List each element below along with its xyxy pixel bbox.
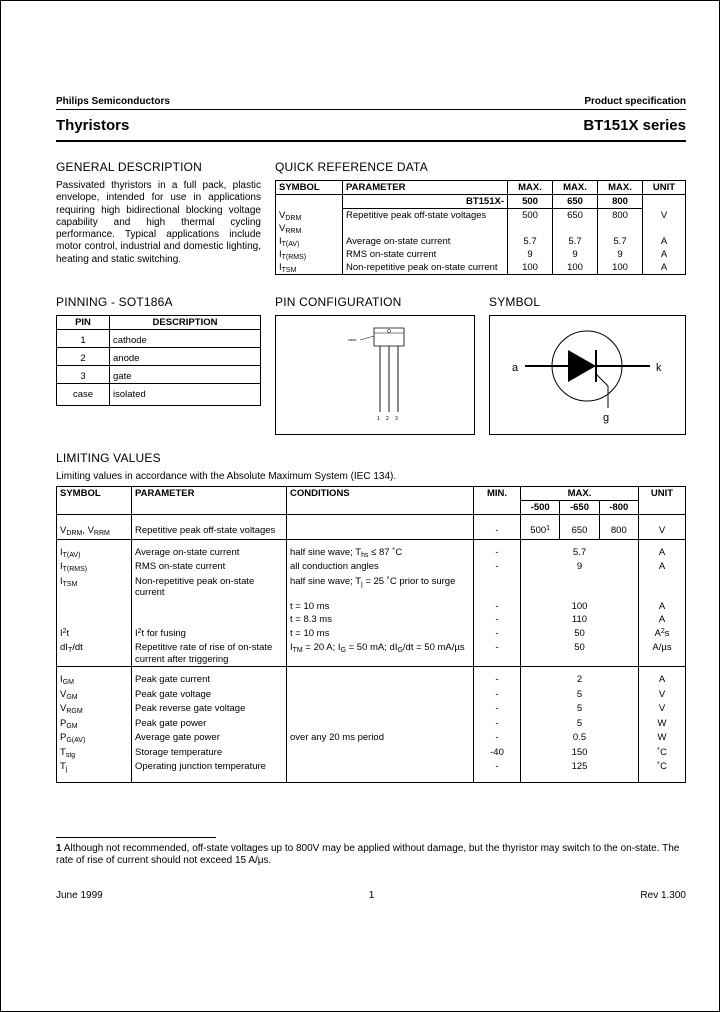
- lv-unit: $A^2s$: [639, 627, 686, 642]
- qrd-symbol-itav: $I_{T(AV)}$: [276, 235, 343, 248]
- qrd-device-row: [276, 195, 686, 209]
- footer-date: June 1999: [56, 889, 103, 901]
- qrd-unit-a: A: [643, 235, 686, 248]
- pin-col-pin: PIN: [57, 316, 110, 330]
- pin-number: 3: [57, 366, 110, 384]
- svg-text:1: 1: [377, 416, 380, 422]
- pin-description: cathode: [110, 330, 261, 348]
- table-row: [57, 384, 261, 406]
- lv-symbol-vrgm: $V_{RGM}$: [57, 702, 132, 717]
- pin-col-description: DESCRIPTION: [110, 316, 261, 330]
- limiting-values-table: [56, 486, 686, 783]
- qrd-param-itrms: RMS on-state current: [343, 248, 508, 261]
- lv-unit: A: [639, 539, 686, 560]
- lv-unit: W: [639, 717, 686, 732]
- lv-min: -: [474, 600, 521, 614]
- qrd-col-max1: MAX.: [508, 181, 553, 195]
- footer-revision: Rev 1.300: [640, 889, 686, 901]
- table-row: [57, 688, 686, 703]
- document-type: Product specification: [584, 96, 686, 107]
- lv-variant-500: -500: [521, 501, 560, 515]
- qrd-symbol-vdrm: $V_{DRM}$: [276, 209, 343, 223]
- lv-min: -: [474, 539, 521, 560]
- pin-configuration-diagram: [275, 315, 475, 435]
- lv-max-all: 5: [521, 717, 639, 732]
- lv-min: -: [474, 613, 521, 627]
- lv-unit: V: [639, 688, 686, 703]
- table-row: [57, 717, 686, 732]
- footnote-marker: 1: [56, 842, 62, 854]
- pin-configuration-heading: PIN CONFIGURATION: [275, 295, 402, 309]
- lv-col-min: MIN.: [474, 487, 521, 515]
- qrd-unit-v: V: [643, 209, 686, 223]
- qrd-symbol-itrms: $I_{T(RMS)}$: [276, 248, 343, 261]
- table-row: [57, 515, 686, 540]
- symbol-heading: SYMBOL: [489, 295, 541, 309]
- lv-parameter: Peak reverse gate voltage: [132, 702, 287, 717]
- table-row: [57, 746, 686, 761]
- qrd-v1: 500: [508, 209, 553, 223]
- lv-max-all: 50: [521, 627, 639, 642]
- table-row: [276, 248, 686, 261]
- quick-reference-heading: QUICK REFERENCE DATA: [275, 160, 428, 174]
- lv-symbol-ditdt: $dI_T/dt$: [57, 641, 132, 667]
- lv-unit: ˚C: [639, 760, 686, 782]
- lv-max-all: 5: [521, 688, 639, 703]
- qrd-v1: 9: [508, 248, 553, 261]
- footnote-rule: [56, 837, 216, 838]
- thyristor-symbol-drawing: [490, 316, 685, 432]
- lv-conditions: [287, 515, 474, 540]
- table-row: [57, 348, 261, 366]
- lv-parameter: Operating junction temperature: [132, 760, 287, 782]
- table-row: [57, 600, 686, 614]
- lv-symbol-i2t: $I^2t$: [57, 627, 132, 642]
- lv-col-conditions: CONDITIONS: [287, 487, 474, 515]
- table-row: [57, 560, 686, 575]
- lv-max-all: 5.7: [521, 539, 639, 560]
- lv-symbol-itav: $I_{T(AV)}$: [57, 539, 132, 560]
- table-row: [276, 261, 686, 275]
- limiting-values-note: Limiting values in accordance with the Absolute Maximum System (IEC 134).: [56, 471, 397, 482]
- lv-variant-650: -650: [560, 501, 599, 515]
- lv-min: -: [474, 515, 521, 540]
- lv-symbol-itsm: $I_{TSM}$: [57, 575, 132, 600]
- lv-max-800: 800: [599, 515, 638, 540]
- svg-text:2: 2: [386, 416, 389, 422]
- title-bar: [56, 110, 686, 140]
- table-row: [57, 731, 686, 746]
- pinning-heading: PINNING - SOT186A: [56, 295, 173, 309]
- company-name: Philips Semiconductors: [56, 96, 170, 107]
- lv-unit: V: [639, 702, 686, 717]
- lv-symbol-pgav: $P_{G(AV)}$: [57, 731, 132, 746]
- lv-max-all: 2: [521, 667, 639, 688]
- lv-conditions: half sine wave; $T_{hs} \le 87$ ˚C: [287, 539, 474, 560]
- qrd-symbol-itsm: $I_{TSM}$: [276, 261, 343, 275]
- table-row: [276, 222, 686, 235]
- table-row: [57, 330, 261, 348]
- lv-conditions: $I_{TM} = 20$ A; $I_G = 50$ mA; $dI_G/dt = 50$ mA/µs: [287, 641, 474, 667]
- product-family: Thyristors: [56, 117, 130, 134]
- qrd-symbol-vrrm: $V_{RRM}$: [276, 222, 343, 235]
- lv-parameter: Non-repetitive peak on-state current: [132, 575, 287, 600]
- lv-symbol-tj: $T_j$: [57, 760, 132, 782]
- table-row: [276, 235, 686, 248]
- lv-unit: A: [639, 560, 686, 575]
- table-row: [57, 641, 686, 667]
- page-header: [56, 96, 686, 109]
- table-row: [57, 667, 686, 688]
- lv-min: -: [474, 560, 521, 575]
- lv-symbol-itrms: $I_{T(RMS)}$: [57, 560, 132, 575]
- lv-conditions: t = 8.3 ms: [287, 613, 474, 627]
- quick-reference-table: [275, 180, 686, 275]
- lv-parameter: Repetitive rate of rise of on-state current after triggering: [132, 641, 287, 667]
- qrd-param-itsm: Non-repetitive peak on-state current: [343, 261, 508, 275]
- limiting-values-heading: LIMITING VALUES: [56, 451, 161, 465]
- lv-parameter: RMS on-state current: [132, 560, 287, 575]
- cathode-label: k: [656, 362, 662, 374]
- table-row: [57, 575, 686, 600]
- footer-page-number: 1: [368, 889, 375, 901]
- lv-max-500: $500^1$: [521, 515, 560, 540]
- lv-max-all: 100: [521, 600, 639, 614]
- qrd-v3: 5.7: [598, 235, 643, 248]
- title-rule: [56, 140, 686, 142]
- lv-unit: A: [639, 600, 686, 614]
- qrd-v3: 9: [598, 248, 643, 261]
- lv-conditions: half sine wave; $T_j = 25$ ˚C prior to surge: [287, 575, 474, 600]
- pin-number: 2: [57, 348, 110, 366]
- lv-parameter: Average on-state current: [132, 539, 287, 560]
- lv-unit: A: [639, 613, 686, 627]
- gate-label: g: [603, 412, 610, 424]
- lv-parameter: $I^2t$ for fusing: [132, 627, 287, 642]
- table-row: [57, 539, 686, 560]
- qrd-v1: 100: [508, 261, 553, 275]
- pin-description: anode: [110, 348, 261, 366]
- footnote: [56, 843, 686, 868]
- lv-min: -: [474, 688, 521, 703]
- lv-parameter: Peak gate current: [132, 667, 287, 688]
- lv-symbol-vdrm-vrrm: $V_{DRM}$, $V_{RRM}$: [57, 515, 132, 540]
- pin-description: isolated: [110, 384, 261, 406]
- qrd-unit-a: A: [643, 248, 686, 261]
- pin-number: case: [57, 384, 110, 406]
- lv-max-all: 125: [521, 760, 639, 782]
- lv-max-650: 650: [560, 515, 599, 540]
- qrd-param-vdrm: Repetitive peak off-state voltages: [343, 209, 508, 223]
- lv-min: -: [474, 731, 521, 746]
- qrd-col-max2: MAX.: [553, 181, 598, 195]
- qrd-v2: 100: [553, 261, 598, 275]
- qrd-device-v2: 650: [553, 195, 598, 209]
- qrd-device-v3: 800: [598, 195, 643, 209]
- lv-min: -: [474, 627, 521, 642]
- pinning-table: [56, 315, 261, 406]
- lv-min: -: [474, 760, 521, 782]
- lv-max-all: 110: [521, 613, 639, 627]
- qrd-col-symbol: SYMBOL: [276, 181, 343, 195]
- table-header-row: [57, 487, 686, 501]
- qrd-device-v1: 500: [508, 195, 553, 209]
- lv-min: -: [474, 667, 521, 688]
- qrd-param-itav: Average on-state current: [343, 235, 508, 248]
- qrd-unit-a: A: [643, 261, 686, 275]
- qrd-v3: 100: [598, 261, 643, 275]
- lv-parameter: Peak gate voltage: [132, 688, 287, 703]
- lv-symbol-pgm: $P_{GM}$: [57, 717, 132, 732]
- table-row: [57, 702, 686, 717]
- product-series: BT151X series: [583, 117, 686, 134]
- general-description-text: Passivated thyristors in a full pack, plastic envelope, intended for use in applications requiring high bidirectional blocking voltage capability and high thermal cycling performance. Typical applications include motor control, industrial and domestic lighting, heating and static switching.: [56, 180, 261, 265]
- qrd-col-parameter: PARAMETER: [343, 181, 508, 195]
- table-row: [57, 613, 686, 627]
- lv-symbol-igm: $I_{GM}$: [57, 667, 132, 688]
- footnote-text: Although not recommended, off-state voltages up to 800V may be applied without damage, but the thyristor may switch to the on-state. The rate of rise of current should not exceed 15 A/μs.: [56, 842, 680, 866]
- lv-parameter: Repetitive peak off-state voltages: [132, 515, 287, 540]
- lv-col-parameter: PARAMETER: [132, 487, 287, 515]
- qrd-v2: 9: [553, 248, 598, 261]
- lv-unit: V: [639, 515, 686, 540]
- lv-col-symbol: SYMBOL: [57, 487, 132, 515]
- table-row: [57, 760, 686, 782]
- qrd-v3: 800: [598, 209, 643, 223]
- lv-variant-800: -800: [599, 501, 638, 515]
- lv-unit: A: [639, 667, 686, 688]
- table-row: [276, 209, 686, 223]
- lv-max-all: 0.5: [521, 731, 639, 746]
- lv-min: -: [474, 641, 521, 667]
- qrd-v1: 5.7: [508, 235, 553, 248]
- lv-parameter: Storage temperature: [132, 746, 287, 761]
- lv-min: -40: [474, 746, 521, 761]
- lv-min: -: [474, 702, 521, 717]
- anode-label: a: [512, 362, 519, 374]
- lv-max-all: 5: [521, 702, 639, 717]
- qrd-v2: 650: [553, 209, 598, 223]
- lv-conditions: t = 10 ms: [287, 600, 474, 614]
- page-footer: [56, 890, 686, 901]
- lv-parameter: Peak gate power: [132, 717, 287, 732]
- qrd-device-label: BT151X-: [343, 195, 508, 209]
- lv-symbol-vgm: $V_{GM}$: [57, 688, 132, 703]
- lv-unit: A/µs: [639, 641, 686, 667]
- table-header-row: [57, 316, 261, 330]
- package-outline-drawing: [276, 316, 474, 432]
- table-row: [57, 366, 261, 384]
- lv-col-unit: UNIT: [639, 487, 686, 515]
- table-header-row: [276, 181, 686, 195]
- lv-max-all: 9: [521, 560, 639, 575]
- lv-parameter: Average gate power: [132, 731, 287, 746]
- pin-description: gate: [110, 366, 261, 384]
- svg-text:3: 3: [395, 416, 398, 422]
- pin-number: 1: [57, 330, 110, 348]
- symbol-diagram: [489, 315, 686, 435]
- qrd-col-max3: MAX.: [598, 181, 643, 195]
- lv-conditions: all conduction angles: [287, 560, 474, 575]
- lv-conditions: t = 10 ms: [287, 627, 474, 642]
- lv-conditions: over any 20 ms period: [287, 731, 474, 746]
- lv-max-all: 50: [521, 641, 639, 667]
- case-label-text: case: [348, 337, 357, 342]
- lv-min: -: [474, 717, 521, 732]
- lv-col-max: MAX.: [521, 487, 639, 501]
- general-description-heading: GENERAL DESCRIPTION: [56, 160, 203, 174]
- lv-unit: W: [639, 731, 686, 746]
- qrd-col-unit: UNIT: [643, 181, 686, 195]
- qrd-v2: 5.7: [553, 235, 598, 248]
- lv-symbol-tstg: $T_{stg}$: [57, 746, 132, 761]
- table-row: [57, 627, 686, 642]
- lv-max-all: 150: [521, 746, 639, 761]
- lv-unit: ˚C: [639, 746, 686, 761]
